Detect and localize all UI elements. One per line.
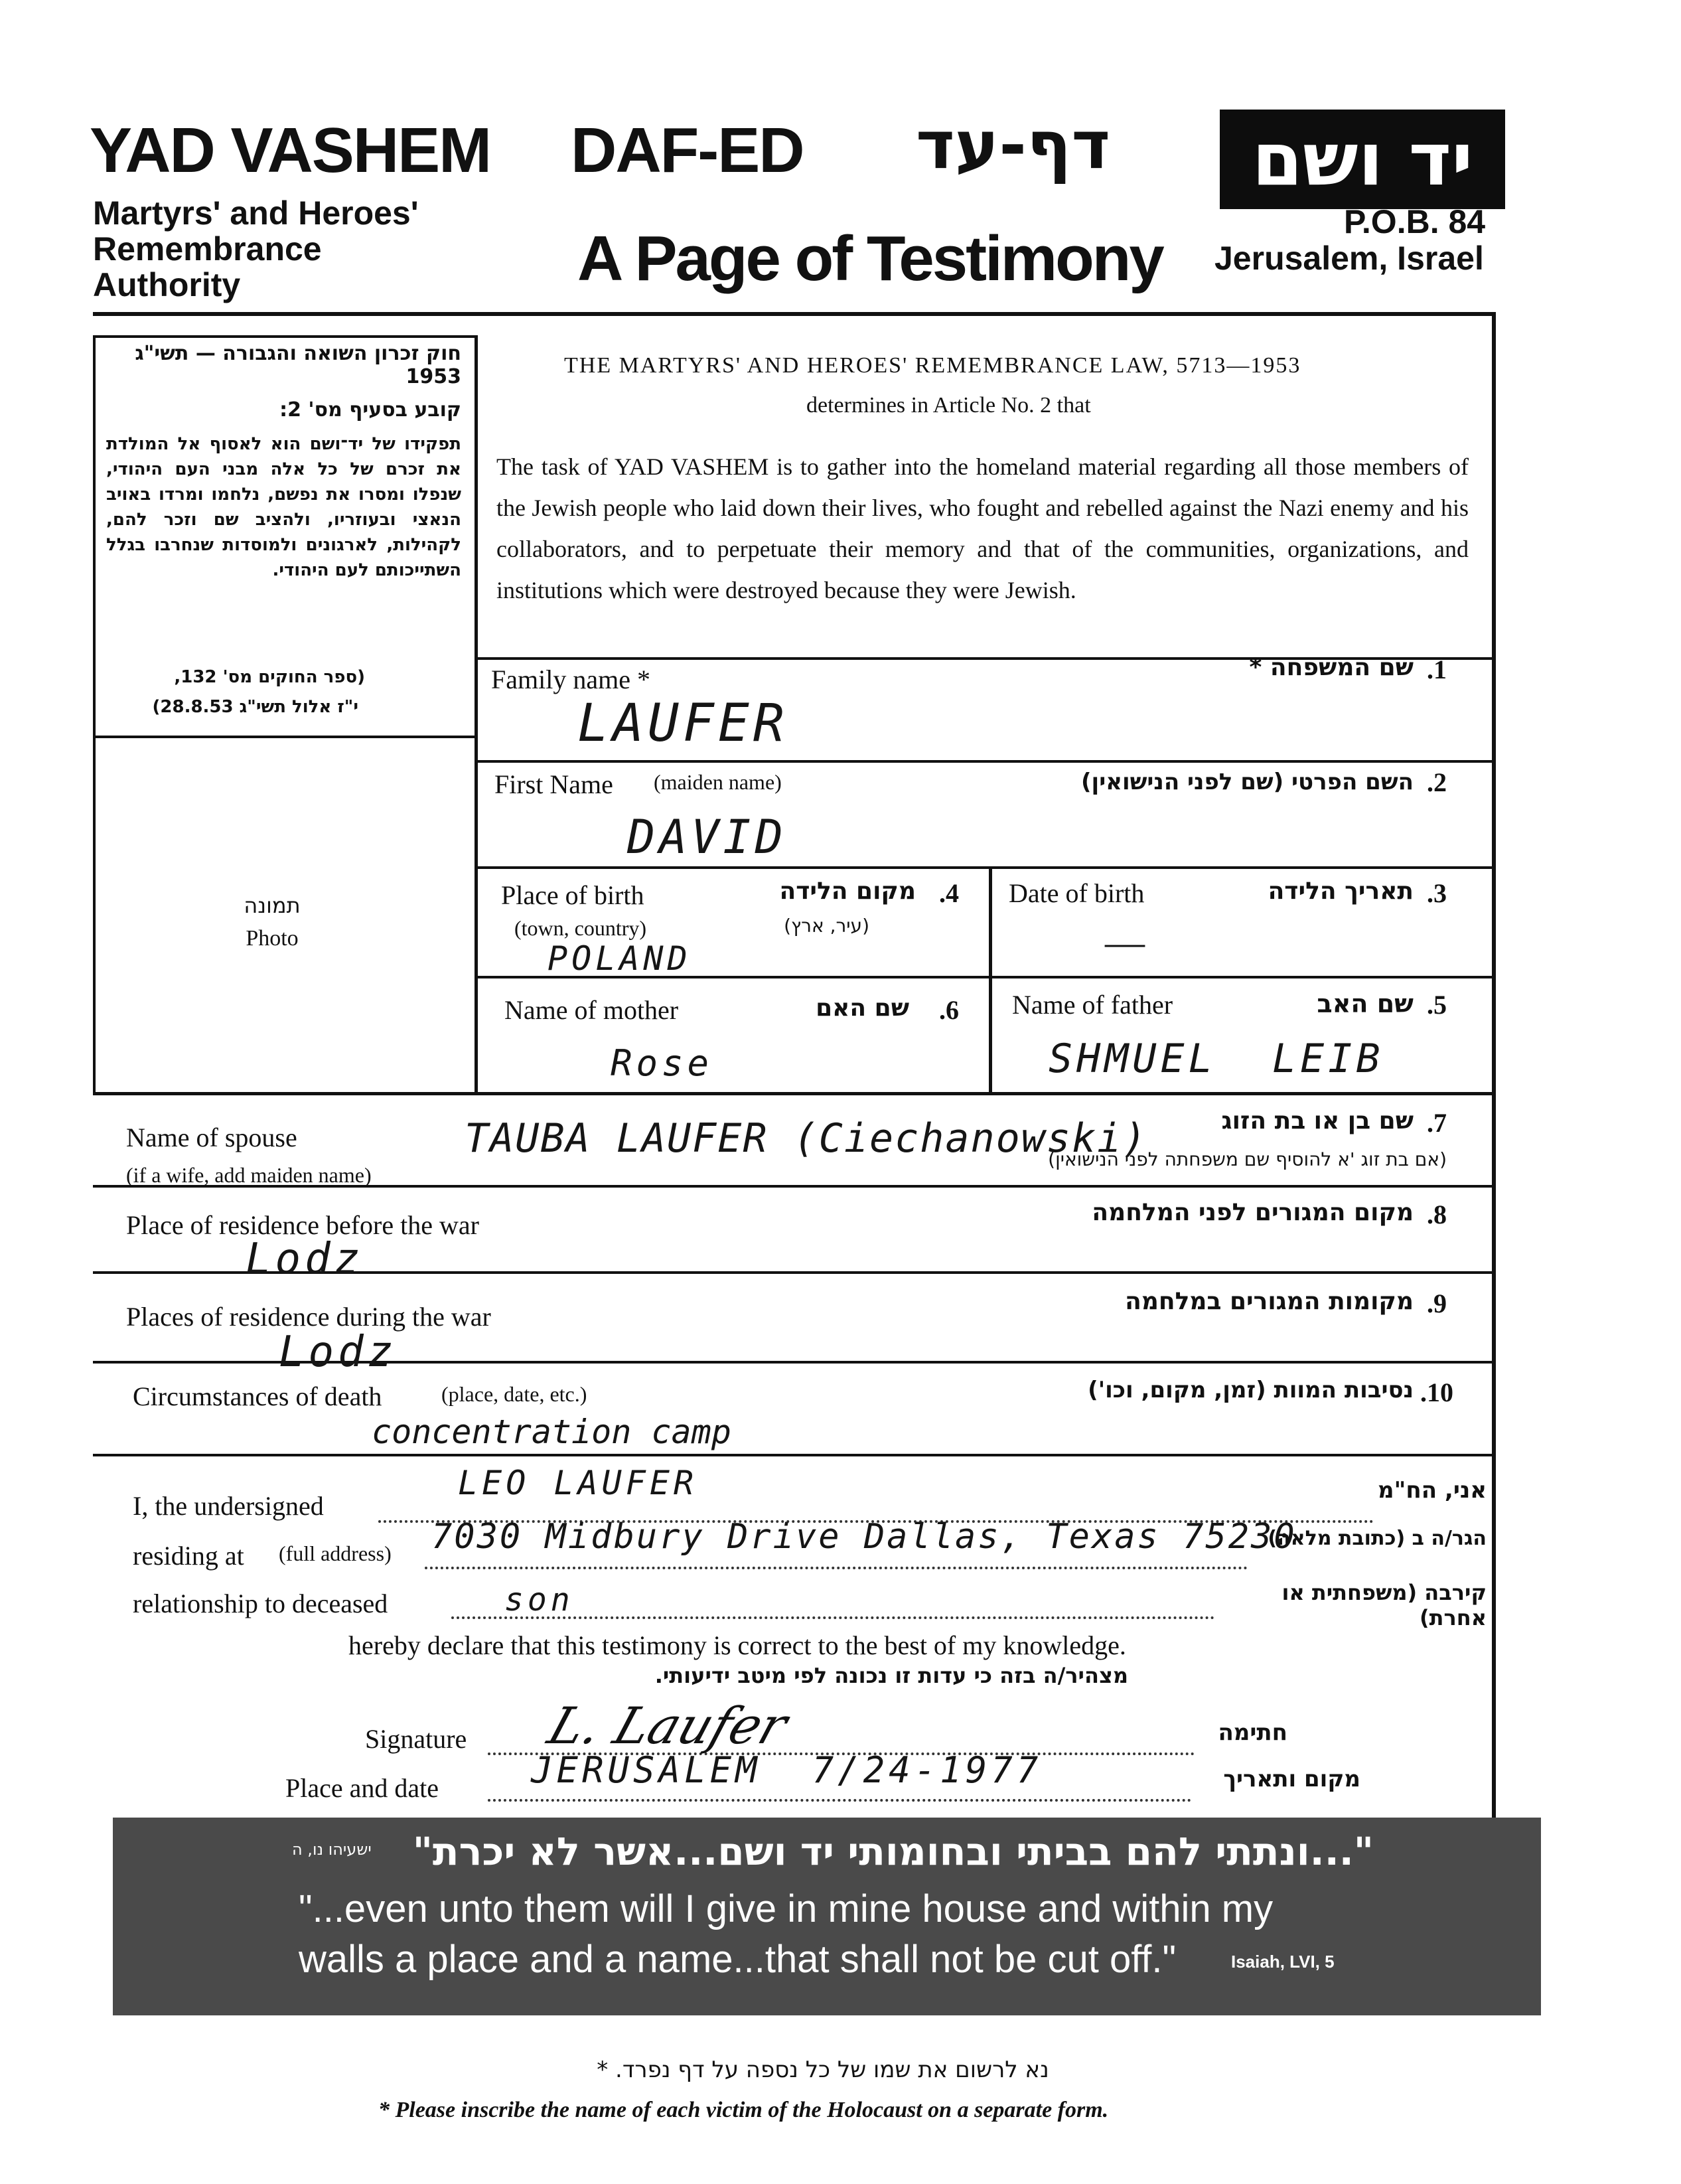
spouse-value[interactable]: TAUBA LAUFER (Ciechanowski) <box>465 1115 1148 1162</box>
law-he-ref-1: (ספר החוקים מס' 132, <box>174 667 365 687</box>
death-value[interactable]: concentration camp <box>372 1413 731 1451</box>
form-code-en: DAF-ED <box>571 115 804 186</box>
place-date-value[interactable]: JERUSALEM 7/24-1977 <box>531 1749 1043 1791</box>
father-num: .5 <box>1427 990 1447 1020</box>
law-en-title: THE MARTYRS' AND HEROES' REMEMBRANCE LAW, 5713—1953 <box>564 353 1301 378</box>
mother-value[interactable]: Rose <box>611 1042 713 1084</box>
residence-before-value[interactable]: Lodz <box>246 1235 364 1284</box>
father-label: Name of father <box>1012 990 1173 1020</box>
residing-label: residing at <box>133 1541 244 1571</box>
place-of-birth-value[interactable]: POLAND <box>548 939 692 978</box>
law-photo-divider <box>93 736 475 738</box>
family-name-num: .1 <box>1427 655 1447 684</box>
undersigned-value[interactable]: LEO LAUFER <box>458 1464 698 1502</box>
form-title: A Page of Testimony <box>577 223 1163 294</box>
photo-label-he: תמונה <box>244 893 301 918</box>
death-label-he: נסיבות המוות (זמן, מקום, וכו') <box>1088 1377 1414 1403</box>
law-he-title: חוק זכרון השואה והגבורה — תשי"ג 1953 <box>135 342 461 388</box>
spouse-label-he-sub: (אם בת זוג 'א להוסיף שם משפחתה לפני הנישואין) <box>1048 1148 1447 1170</box>
father-label-he: שם האב <box>1317 989 1414 1018</box>
photo-label-en: Photo <box>246 926 299 951</box>
spouse-label-sub: (if a wife, add maiden name) <box>126 1163 372 1187</box>
law-en-body: The task of YAD VASHEM is to gather into the homeland material regarding all those members of the Jewish people who laid down their lives, who fought and rebelled against the Nazi enemy and his collaborators, and to perpetuate their memory and that of the communities, organizations, and institutions which were destroyed because they were Jewish. <box>496 453 1469 603</box>
place-of-birth-num: .4 <box>939 878 959 908</box>
family-name-label: Family name * <box>491 664 650 694</box>
banner-he-ref: ישעיהו נו, ה <box>292 1840 372 1859</box>
law-column-divider <box>475 335 478 1092</box>
date-of-birth-label: Date of birth <box>1009 878 1145 908</box>
signature-label-he: חתימה <box>1218 1719 1287 1746</box>
declare-en: hereby declare that this testimony is correct to the best of my knowledge. <box>348 1630 1126 1660</box>
law-he-ref-2: י"ז אלול תשי"ג 28.8.53) <box>152 697 358 717</box>
residing-label-sub: (full address) <box>279 1541 392 1565</box>
org-sub-2: Remembrance <box>93 230 322 268</box>
death-label: Circumstances of death <box>133 1381 382 1411</box>
date-of-birth-label-he: תאריך הלידה <box>1268 878 1414 905</box>
signature-value[interactable]: L. Laufer <box>541 1696 795 1755</box>
death-num: .10 <box>1420 1377 1453 1407</box>
banner-en-line1: "...even unto them will I give in mine house and within my <box>299 1887 1274 1930</box>
frame-top <box>93 312 1493 316</box>
undersigned-label-he: אני, הח"מ <box>1378 1477 1487 1504</box>
residence-during-label-he: מקומות המגורים במלחמה <box>1125 1288 1414 1315</box>
frame-right <box>1492 312 1496 1819</box>
yad-vashem-logo: יד ושם <box>1220 110 1505 209</box>
residence-before-label-he: מקום המגורים לפני המלחמה <box>1092 1199 1414 1226</box>
place-of-birth-label-he: מקום הלידה <box>779 878 916 905</box>
org-name: YAD VASHEM <box>90 115 491 186</box>
law-he-article: קובע בסעיף מס' 2: <box>279 398 461 422</box>
city: Jerusalem, Israel <box>1214 240 1484 277</box>
residing-value[interactable]: 7030 Midbury Drive Dallas, Texas 75230 <box>431 1517 1297 1557</box>
place-date-label: Place and date <box>285 1773 439 1803</box>
family-name-value[interactable]: LAUFER <box>577 694 788 753</box>
banner-en-ref: Isaiah, LVI, 5 <box>1231 1952 1335 1972</box>
place-of-birth-label-he-sub: (עיר, ארץ) <box>784 915 869 937</box>
residence-before-num: .8 <box>1427 1200 1447 1229</box>
relationship-label: relationship to deceased <box>133 1589 388 1618</box>
residence-during-num: .9 <box>1427 1288 1447 1318</box>
spouse-label: Name of spouse <box>126 1123 297 1152</box>
date-of-birth-num: .3 <box>1427 878 1447 908</box>
residence-during-label: Places of residence during the war <box>126 1302 491 1332</box>
place-date-label-he: מקום ותאריך <box>1223 1766 1360 1792</box>
date-of-birth-value[interactable]: — <box>1105 920 1145 964</box>
residence-before-label: Place of residence before the war <box>126 1210 479 1240</box>
residence-during-value[interactable]: Lodz <box>279 1328 398 1377</box>
first-name-num: .2 <box>1427 767 1447 797</box>
first-name-label: First Name <box>494 769 613 799</box>
declare-he: מצהיר/ה בזה כי עדות זו נכונה לפי מיטב ידיעותי. <box>654 1663 1128 1688</box>
relationship-value[interactable]: son <box>504 1581 574 1618</box>
mother-label: Name of mother <box>504 995 679 1025</box>
place-of-birth-label: Place of birth <box>501 880 644 910</box>
banner-he-quote: "...ונתתי להם בביתי ובחומותי יד ושם...אשר לא יכרת" <box>412 1829 1374 1874</box>
death-label-sub: (place, date, etc.) <box>441 1382 587 1406</box>
footer-note-he: נא לרשום את שמו של כל נספה על דף נפרד. * <box>597 2057 1049 2083</box>
spouse-num: .7 <box>1427 1108 1447 1138</box>
residing-label-he: הגר/ה ב (כתובת מלאה) <box>1268 1527 1487 1550</box>
org-sub-3: Authority <box>93 266 241 303</box>
frame-left <box>93 335 96 1092</box>
relationship-label-he: קירבה (משפחתית או אחרת) <box>1281 1580 1487 1630</box>
father-value[interactable]: SHMUEL LEIB <box>1049 1036 1384 1082</box>
place-of-birth-label-sub: (town, country) <box>514 916 647 940</box>
law-he-body: תפקידו של יד־ושם הוא לאסוף אל המולדת את זכרם של כל אלה מבני העם היהודי, שנפלו ומסרו את נפשם, נלחמו ומרדו באויב הנאצי ובעוזריו, ולהציב שם וזכר להם, לקהילות, לארגונים ולמוסדות שנחרבו בגלל השתייכותם לעם היהודי. <box>106 434 461 580</box>
spouse-label-he: שם בן או בת הזוג <box>1221 1107 1414 1134</box>
law-en-article: determines in Article No. 2 that <box>806 393 1091 418</box>
footer-note-en: * Please inscribe the name of each victim of the Holocaust on a separate form. <box>378 2098 1109 2122</box>
first-name-value[interactable]: DAVID <box>627 810 787 864</box>
first-name-label-he: השם הפרטי (שם לפני הנישואין) <box>1080 769 1414 795</box>
undersigned-label: I, the undersigned <box>133 1491 324 1521</box>
banner-en-line2: walls a place and a name...that shall not be cut off." <box>299 1938 1177 1981</box>
pob: P.O.B. 84 <box>1344 203 1486 240</box>
form-code-he: דף-עד <box>916 106 1111 184</box>
org-sub-1: Martyrs' and Heroes' <box>93 195 419 232</box>
family-name-label-he: שם המשפחה * <box>1249 654 1414 681</box>
mother-num: .6 <box>939 995 959 1025</box>
first-name-label-sub: (maiden name) <box>654 770 782 794</box>
signature-label: Signature <box>365 1724 467 1754</box>
mother-label-he: שם האם <box>816 994 909 1022</box>
